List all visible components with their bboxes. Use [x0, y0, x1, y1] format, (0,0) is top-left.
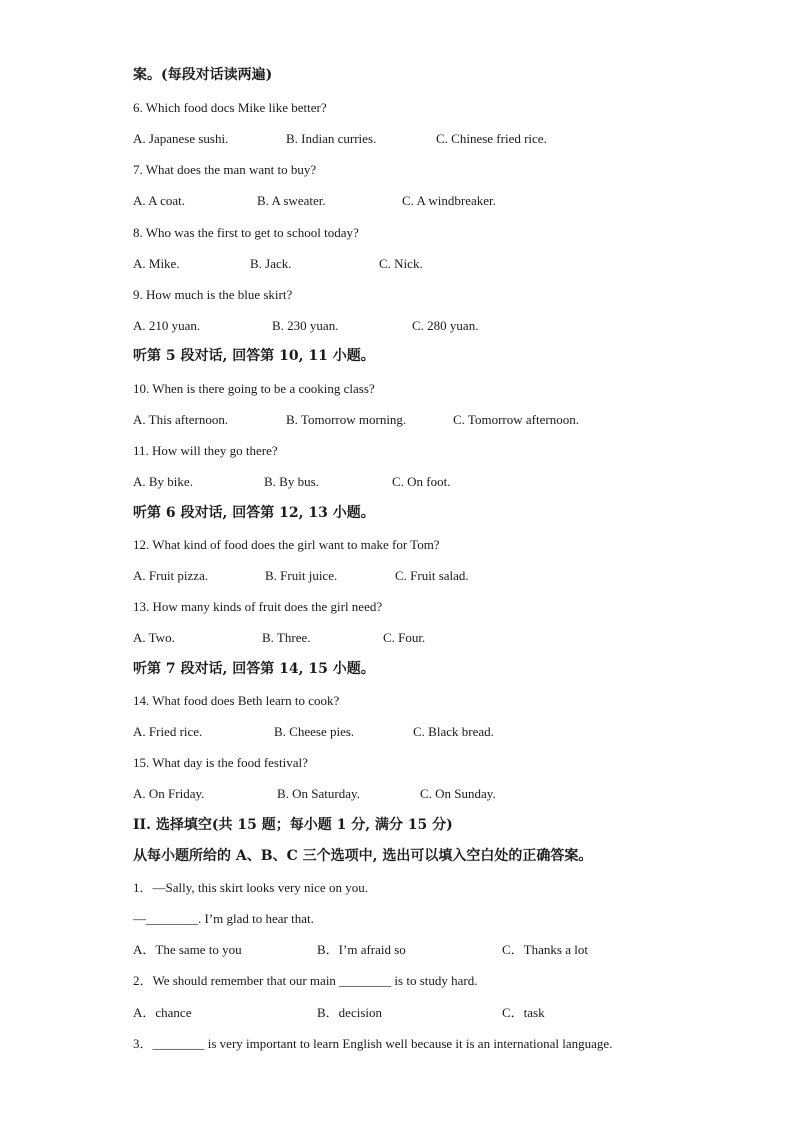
option-b: B．decision	[317, 1005, 382, 1020]
section-7-heading: 听第 7 段对话, 回答第 14, 15 小题。	[133, 661, 375, 677]
question-7: 7. What does the man want to buy?	[133, 162, 317, 177]
question-9: 9. How much is the blue skirt?	[133, 287, 293, 302]
option-a: A. This afternoon.	[133, 412, 229, 427]
option-c: C. On Sunday.	[420, 786, 496, 801]
option-a: A. 210 yuan.	[133, 318, 201, 333]
question-13: 13. How many kinds of fruit does the girl need?	[133, 599, 383, 614]
option-a: A. Fruit pizza.	[133, 568, 209, 583]
option-b: B. On Saturday.	[277, 786, 360, 801]
option-a: A. By bike.	[133, 474, 193, 489]
option-c: C．task	[502, 1005, 545, 1020]
option-b: B. By bus.	[264, 474, 319, 489]
option-a: A. A coat.	[133, 193, 185, 208]
option-a: A. On Friday.	[133, 786, 205, 801]
option-c: C. Nick.	[379, 256, 423, 271]
option-a: A. Two.	[133, 630, 175, 645]
option-c: C. Chinese fried rice.	[436, 131, 547, 146]
question-15: 15. What day is the food festival?	[133, 755, 308, 770]
choice-question-1: 1．—Sally, this skirt looks very nice on you.	[133, 880, 368, 895]
option-b: B. 230 yuan.	[272, 318, 339, 333]
option-a: A. Mike.	[133, 256, 180, 271]
option-a: A. Japanese sushi.	[133, 131, 229, 146]
option-b: B. Three.	[262, 630, 311, 645]
option-a: A．The same to you	[133, 942, 242, 957]
option-a: A. Fried rice.	[133, 724, 203, 739]
part-2-instruction: 从每小题所给的 A、B、C 三个选项中, 选出可以填入空白处的正确答案。	[133, 848, 593, 864]
option-b: B. A sweater.	[257, 193, 326, 208]
header-line: 案。(每段对话读两遍)	[133, 67, 273, 83]
option-c: C. Black bread.	[413, 724, 494, 739]
option-b: B. Fruit juice.	[265, 568, 338, 583]
question-10: 10. When is there going to be a cooking class?	[133, 381, 375, 396]
question-12: 12. What kind of food does the girl want to make for Tom?	[133, 537, 440, 552]
option-a: A．chance	[133, 1005, 192, 1020]
part-2-title: II. 选择填空(共 15 题；每小题 1 分, 满分 15 分)	[133, 817, 453, 833]
option-c: C. Fruit salad.	[395, 568, 469, 583]
option-c: C．Thanks a lot	[502, 942, 588, 957]
section-5-heading: 听第 5 段对话, 回答第 10, 11 小题。	[133, 348, 375, 364]
option-b: B. Cheese pies.	[274, 724, 355, 739]
section-6-heading: 听第 6 段对话, 回答第 12, 13 小题。	[133, 505, 375, 521]
option-b: B. Tomorrow morning.	[286, 412, 407, 427]
question-6: 6. Which food docs Mike like better?	[133, 100, 327, 115]
option-b: B. Jack.	[250, 256, 292, 271]
question-8: 8. Who was the first to get to school today?	[133, 225, 359, 240]
option-b: B. Indian curries.	[286, 131, 377, 146]
question-11: 11. How will they go there?	[133, 443, 278, 458]
question-14: 14. What food does Beth learn to cook?	[133, 693, 340, 708]
option-c: C. A windbreaker.	[402, 193, 496, 208]
choice-question-1-reply: —________. I’m glad to hear that.	[133, 911, 314, 926]
choice-question-2: 2．We should remember that our main ________ is to study hard.	[133, 973, 478, 988]
option-b: B．I’m afraid so	[317, 942, 406, 957]
option-c: C. On foot.	[392, 474, 451, 489]
choice-question-3: 3．________ is very important to learn English well because it is an international language.	[133, 1036, 613, 1051]
option-c: C. Four.	[383, 630, 426, 645]
option-c: C. 280 yuan.	[412, 318, 479, 333]
option-c: C. Tomorrow afternoon.	[453, 412, 579, 427]
